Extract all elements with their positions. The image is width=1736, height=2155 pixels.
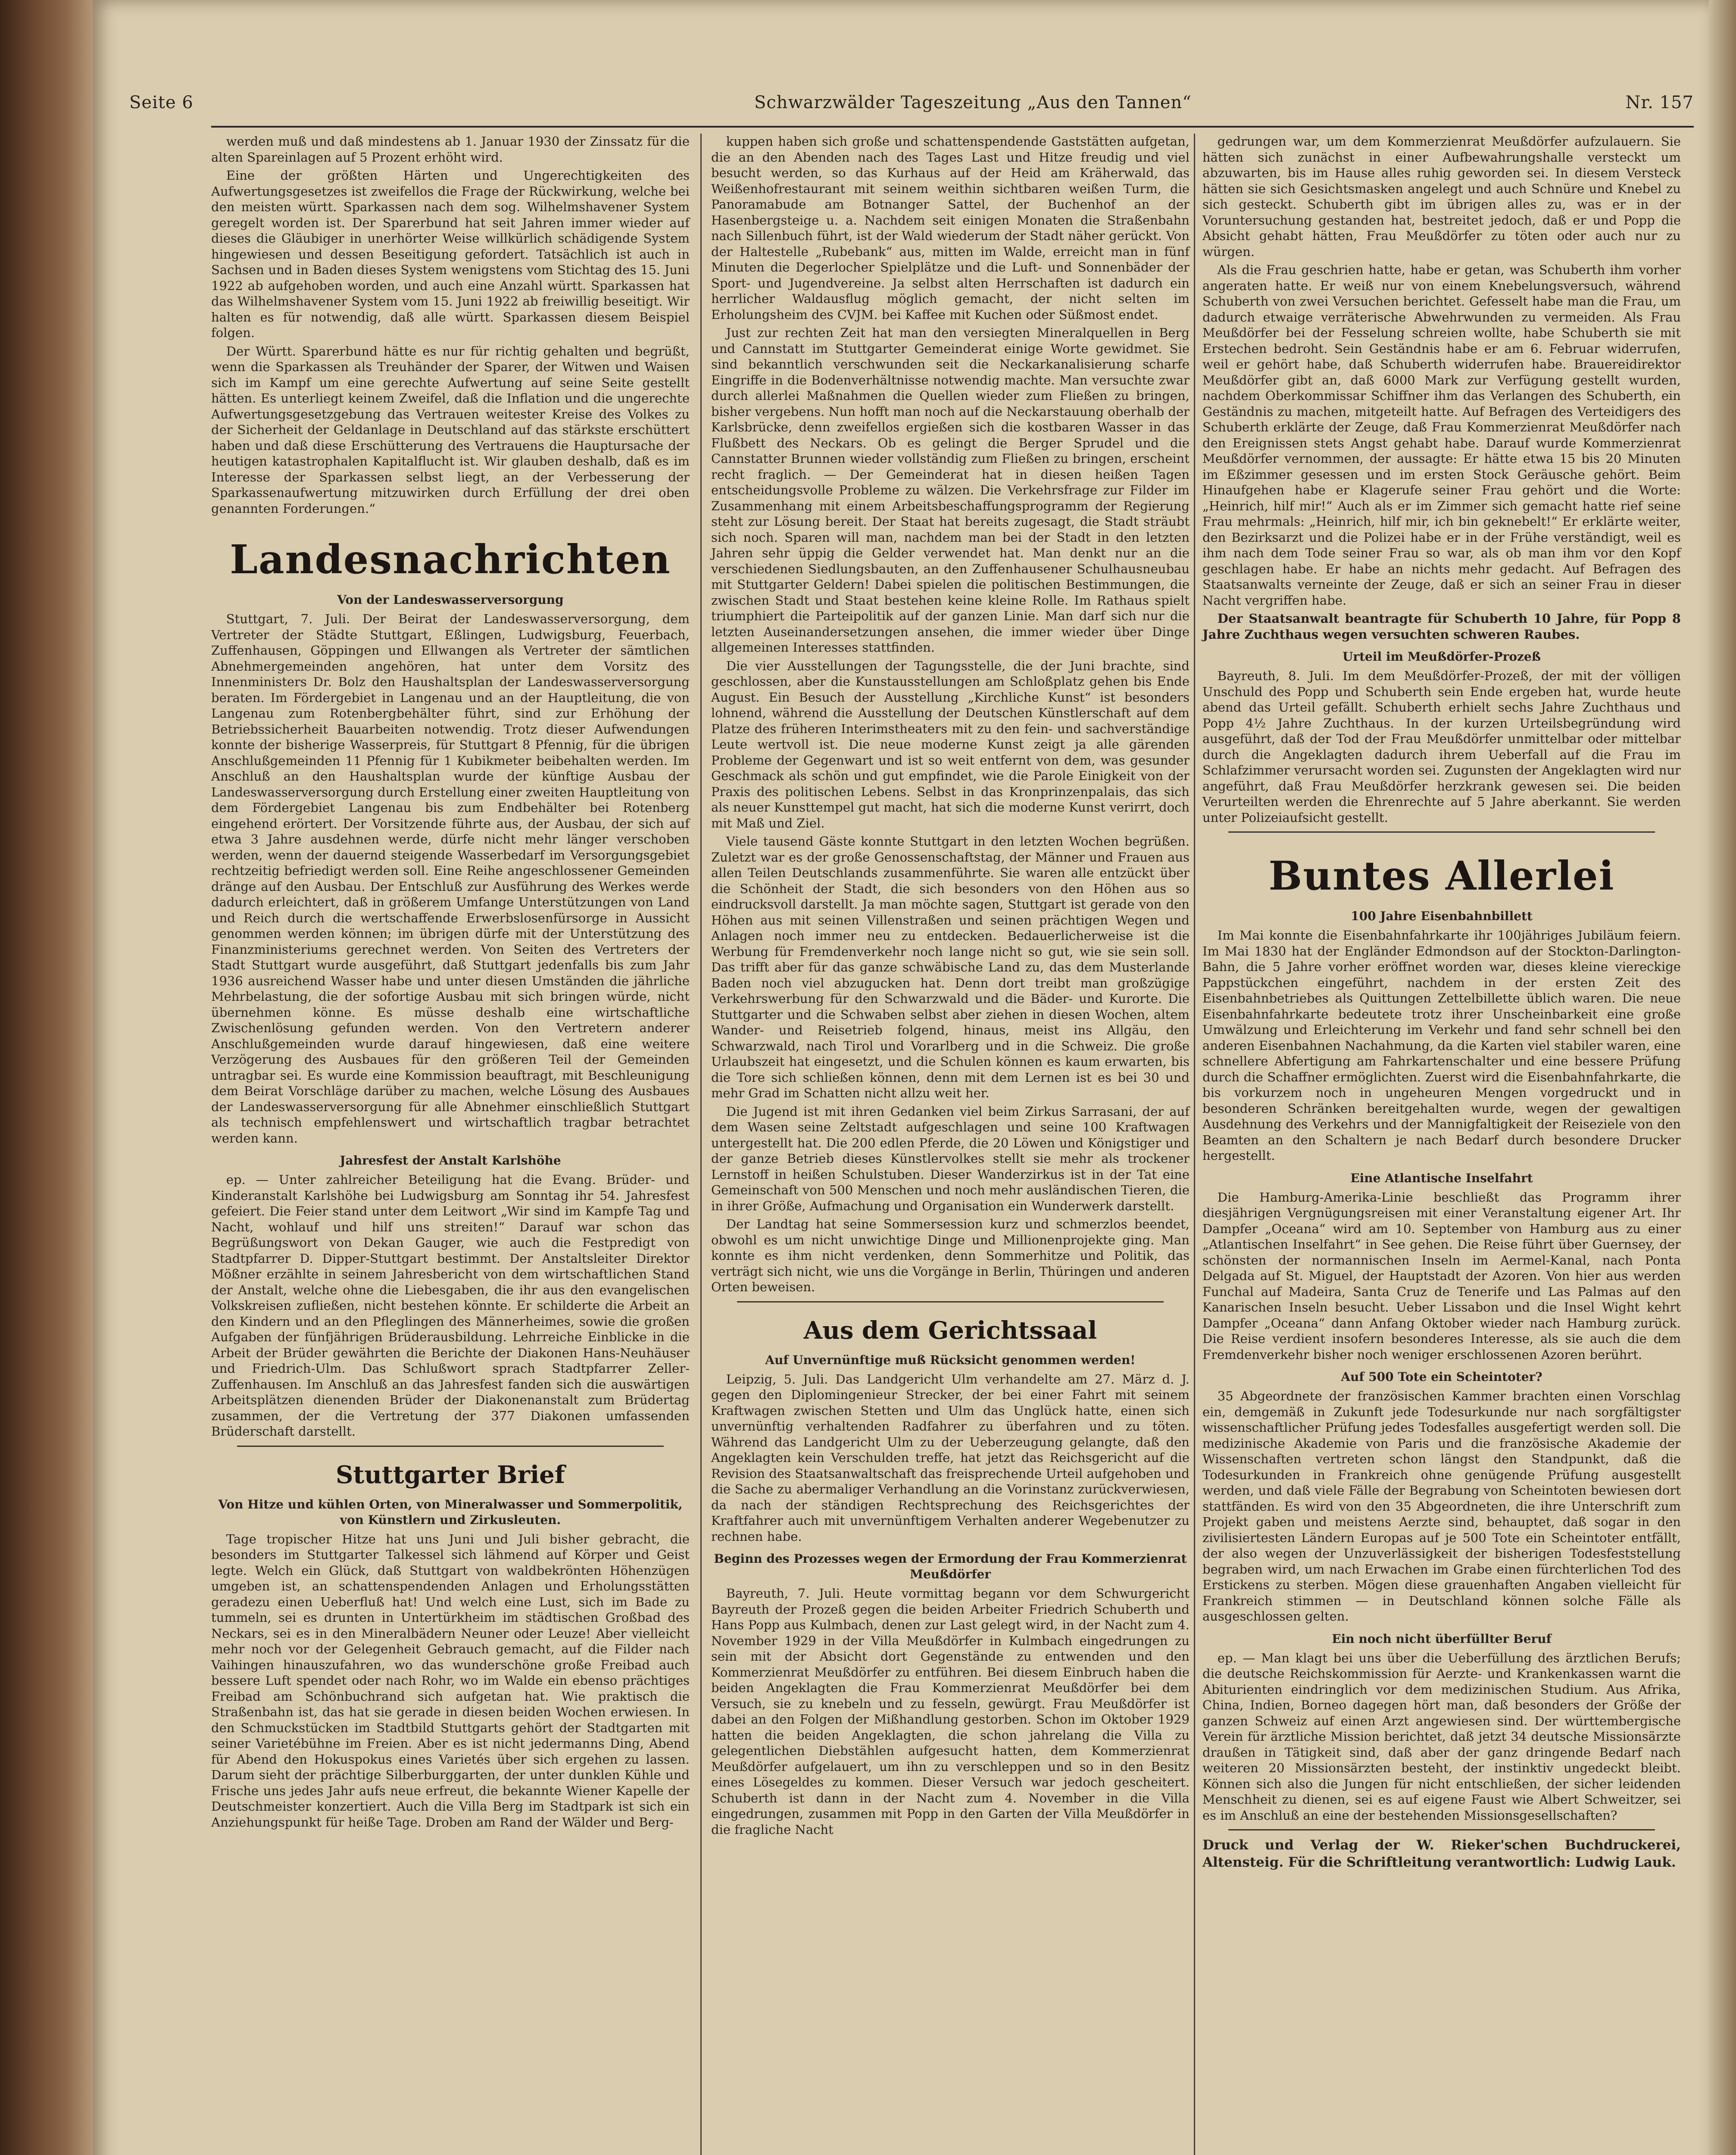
page-number: Seite 6 [129,93,194,112]
paragraph: kuppen haben sich große und schattenspendende Gaststätten aufgetan, die an den Abenden nach des Tages Last und Hitze freudig und viel besucht werden, so das Kurhaus auf der Heid am Kräherwald, das Weißenhofrestaurant mit seinem weithin sichtbaren weißen Turm, die Panoramabude am Botnanger Sattel, der Buchenhof an der Hasenbergsteige u. a. Nachdem seit einigen Monaten die Straßenbahn nach Sillenbuch führt, ist der Wald wiederum der Stadt näher gerückt. Von der Haltestelle „Rubebank“ aus, mitten im Walde, erreicht man in fünf Minuten die Degerlocher Spielplätze und die Luft- und Sonnenbäder der Sport- und Jugendvereine. Ja selbst alten Herrschaften ist dadurch ein herrlicher Waldausflug möglich gemacht, der nicht selten im Erholungsheim des CVJM. bei Kaffee mit Kuchen oder Süßmost endet. [711,134,1190,322]
column-3 [1202,134,1681,1871]
column-2 [711,134,1190,1840]
paragraph: Bayreuth, 8. Juli. Im dem Meußdörfer-Prozeß, der mit der völligen Unschuld des Popp und Schuberth sein Ende ergeben hat, wurde heute abend das Urteil gefällt. Schuberth erhielt sechs Jahre Zuchthaus und Popp 4½ Jahre Zuchthaus. In der kurzen Urteilsbegründung wird ausgeführt, daß der Tod der Frau Meußdörfer unmittelbar oder mittelbar durch die Angeklagten dadurch ihrem Ueberfall auf die Frau im Schlafzimmer verursacht worden sei. Zugunsten der Angeklagten wird nur angeführt, daß Frau Meußdörfer herzkrank gewesen sei. Die beiden Verurteilten werden die Ehrenrechte auf 5 Jahre aberkannt. Sie werden unter Polizeiaufsicht gestellt. [1202,668,1681,825]
column-divider [1194,134,1195,2155]
article-heading: Urteil im Meußdörfer-Prozeß [1342,650,1541,664]
running-head [129,93,1702,119]
paragraph: gedrungen war, um dem Kommerzienrat Meußdörfer aufzulauern. Sie hätten sich zunächst in einer Aufbewahrungshalle versteckt um abzuwarten, bis im Hause alles ruhig geworden sei. In diesem Versteck hätten sie sich Gesichtsmasken angelegt und auch Schnüre und Knebel zu sich gesteckt. Schuberth gibt im übrigen alles zu, was er in der Voruntersuchung gestanden hat, bestreitet jedoch, daß er und Popp die Absicht gehabt hätten, Frau Meußdörfer zu töten oder auch nur zu würgen. [1202,134,1681,259]
paragraph: Die vier Ausstellungen der Tagungsstelle, die der Juni brachte, sind geschlossen, aber die Kunstausstellungen am Schloßplatz gehen bis Ende August. Ein Besuch der Ausstellung „Kirchliche Kunst“ ist besonders lohnend, während die Ausstellung der Deutschen Künstlerschaft auf dem Platze des früheren Interimstheaters mit zu den fein- und sachverständige Leute wertvoll ist. Die neue moderne Kunst zeigt ja alle gärenden Probleme der Gegenwart und ist so weit entfernt von dem, was gesunder Geschmack als schön und gut empfindet, wie die Parole Einigkeit von der Praxis des politischen Lebens. Selbst in das Kronprinzenpalais, das sich als neuer Kunsttempel gut macht, hat sich die moderne Kunst verirrt, doch mit Maß und Ziel. [711,658,1190,831]
paragraph: Eine der größten Härten und Ungerechtigkeiten des Aufwertungsgesetzes ist zweifellos die Frage der Rückwirkung, welche bei den meisten württ. Sparkassen nach dem sog. Wilhelmshavener System geregelt worden ist. Der Sparerbund hat seit Jahren immer wieder auf dieses die Gläubiger in unerhörter Weise willkürlich schädigende System hingewiesen und dessen Beseitigung gefordert. Tatsächlich ist auch in Sachsen und in Baden dieses System wenigstens vom Stichtag des 15. Juni 1922 ab aufgehoben worden, und auch eine Anzahl württ. Sparkassen hat das Wilhelmshavener System vom 15. Juni 1922 ab freiwillig beseitigt. Wir halten es für notwendig, daß alle württ. Sparkassen diesem Beispiel folgen. [211,168,690,340]
paragraph: Der Staatsanwalt beantragte für Schuberth 10 Jahre, für Popp 8 Jahre Zuchthaus wegen versuchten schweren Raubes. [1202,611,1681,642]
paragraph: ep. — Man klagt bei uns über die Ueberfüllung des ärztlichen Berufs; die deutsche Reichskommission für Aerzte- und Krankenkassen warnt die Abiturienten eindringlich vor dem medizinischen Studium. Aus Afrika, China, Indien, Borneo dagegen hört man, daß besonders der Größe der ganzen Schweiz auf einen Arzt angewiesen sind. Der württembergische Verein für ärztliche Mission berichtet, daß jetzt 34 deutsche Missionsärzte draußen in Tätigkeit sind, daß aber der ganz dringende Bedarf nach weiteren 20 Missionsärzten besteht, der instinktiv ungedeckt bleibt. Können sich also die Jungen für nicht entschließen, der sicher leidenden Menschheit zu dienen, sei es auf eigene Faust wie Albert Schweitzer, sei es im Anschluß an eine der bestehenden Missionsgesellschaften? [1202,1650,1681,1823]
section-heading-gerichtssaal: Aus dem Gerichtssaal [803,1316,1097,1345]
column-divider [700,134,702,2155]
divider [737,1301,1164,1302]
article-heading: Jahresfest der Anstalt Karlshöhe [340,1153,561,1168]
paragraph: Just zur rechten Zeit hat man den versiegten Mineralquellen in Berg und Cannstatt im Stuttgarter Gemeinderat einige Worte gewidmet. Sie sind bekanntlich verschwunden seit die Neckarkanalisierung scharfe Eingriffe in die Bodenverhältnisse notwendig machte. Man versuchte zwar durch allerlei Maßnahmen die Quellen wieder zum Fließen zu bringen, bisher vergebens. Nun hofft man noch auf die Neckarstauung oberhalb der Karlsbrücke, denn zweifellos ergießen sich die kostbaren Wasser in das Flußbett des Neckars. Ob es gelingt die Berger Sprudel und die Cannstatter Brunnen wieder vollständig zum Fließen zu bringen, erscheint recht fraglich. — Der Gemeinderat hat in diesen heißen Tagen entscheidungsvolle Probleme zu wälzen. Die Verkehrsfrage zur Filder im Zusammenhang mit einem Arbeitsbeschaffungsprogramm der Regierung steht zur Lösung bereit. Der Staat hat bereits zugesagt, die Stadt sträubt sich noch. Sparen will man, nachdem man bei der Stadt in den letzten Jahren sehr üppig die Gelder verwendet hat. Man denkt nur an die verschiedenen Siedlungsbauten, an den Zuffenhausener Schulhausneubau mit Stuttgarter Geldern! Dabei spielen die politischen Bestimmungen, die zwischen Stadt und Staat bestehen keine kleine Rolle. Im Rathaus spielt triumphiert die Parteipolitik auf der ganzen Linie. Man darf sich nur die letzten Auseinandersetzungen ansehen, die immer wieder über Dinge allgemeinen Interesses stattfinden. [711,325,1190,655]
article-heading: Auf Unvernünftige muß Rücksicht genommen werden! [765,1352,1136,1367]
article-heading: Ein noch nicht überfüllter Beruf [1332,1631,1552,1646]
newspaper-title: Schwarzwälder Tageszeitung „Aus den Tannen“ [754,93,1192,112]
divider [237,1446,664,1447]
paragraph: Die Jugend ist mit ihren Gedanken viel beim Zirkus Sarrasani, der auf dem Wasen seine Zeltstadt aufgeschlagen und seine 100 Kraftwagen untergestellt hat. Die 200 edlen Pferde, die 20 Löwen und Königstiger und der ganze Betrieb dieses Künstlervolkes stellt sie mehr als trockener Lernstoff in heißen Schulstuben. Dieser Wanderzirkus ist in der Tat eine Gemeinschaft von 500 Menschen und noch mehr ausländischen Tieren, die in ihrer Größe, Aufmachung und Organisation ein Wunderwerk darstellt. [711,1104,1190,1213]
paragraph: Tage tropischer Hitze hat uns Juni und Juli bisher gebracht, die besonders im Stuttgarter Talkessel sich lähmend auf Körper und Geist legte. Welch ein Glück, daß Stuttgart von waldbekrönten Höhenzügen umgeben ist, an schattenspendenden Anlagen und Erholungsstätten geradezu einen Ueberfluß hat! Und welch eine Lust, sich im Bade zu tummeln, sei es drunten in Untertürkheim im städtischen Großbad des Neckars, sei es in den Mineralbädern Neuner oder Leuze! Aber vielleicht mehr noch vor der Gelegenheit Gebrauch gemacht, auf die Filder nach Vaihingen hinauszufahren, wo das wunderschöne große Freibad auch bessere Luft spendet oder nach Rohr, wo im Walde ein ebenso prächtiges Freibad am Schönbuchrand sich aufgetan hat. Wie praktisch die Straßenbahn ist, das hat sie gerade in diesen beiden Wochen erwiesen. In den Schmuckstücken im Stadtbild Stuttgarts gehört der Stadtgarten mit seiner Varietébühne im Freien. Aber es ist nicht jedermanns Ding, Abend für Abend den Hokuspokus eines Varietés über sich ergehen zu lassen. Darum sieht der prächtige Silberburggarten, der unter dunklen Kühle und Frische uns jedes Jahr aufs neue erfreut, die bekannte Wiener Kapelle der Deutschmeister konzertiert. Auch die Villa Berg im Stadtpark ist sich ein Anziehungspunkt für heiße Tage. Droben am Rand der Wälder und Berg- [211,1531,690,1830]
paragraph: ep. — Unter zahlreicher Beteiligung hat die Evang. Brüder- und Kinderanstalt Karlshöhe bei Ludwigsburg am Sonntag ihr 54. Jahresfest gefeiert. Die Feier stand unter dem Leitwort „Wir sind im Kampfe Tag und Nacht, wohlauf und hilf uns streiten!“ Darauf war schon das Begrüßungswort von Dekan Gauger, wie auch die Festpredigt von Stadtpfarrer D. Dipper-Stuttgart bestimmt. Der Anstaltsleiter Direktor Mößner erzählte in seinem Jahresbericht von dem wirtschaftlichen Stand der Anstalt, welche ohne die Liebesgaben, die ihr aus den evangelischen Volkskreisen zufließen, nicht bestehen könnte. Er schilderte die Arbeit an den Kindern und an den Pfleglingen des Männerheimes, sowie die großen Aufgaben der fünfjährigen Brüderausbildung. Lehrreiche Einblicke in die Arbeit der Brüder gewährten die Berichte der Diakonen Hans-Neuhäuser und Friedrich-Ulm. Das Schlußwort sprach Stadtpfarrer Zeller-Zuffenhausen. Im Anschluß an das Jahresfest fanden sich die auswärtigen Arbeitsplätzen dienenden Brüder der Diakonenanstalt zum Brüdertag zusammen, der die Vertretung der 377 Diakonen umfassenden Brüderschaft darstellt. [211,1172,690,1439]
article-heading: Eine Atlantische Inselfahrt [1350,1171,1533,1185]
paragraph: Die Hamburg-Amerika-Linie beschließt das Programm ihrer diesjährigen Vergnügungsreisen mit einer Veranstaltung eigener Art. Ihr Dampfer „Oceana“ wird am 10. September von Hamburg aus zu einer „Atlantischen Inselfahrt“ in See gehen. Die Reise führt über Guernsey, der schönsten der normannischen Inseln im Aermel-Kanal, nach Ponta Delgada auf St. Miguel, der Hauptstadt der Azoren. Von hier aus werden Funchal auf Madeira, Santa Cruz de Tenerife und Las Palmas auf den Kanarischen Inseln besucht. Ueber Lissabon und die Insel Wight kehrt Dampfer „Oceana“ dann Anfang Oktober wieder nach Hamburg zurück. Die Reise verdient insofern besonderes Interesse, als sie auch die dem Fremdenverkehr bisher noch weniger erschlossenen Azoren berührt. [1202,1190,1681,1362]
page-edge [1709,0,1736,2155]
imprint: Druck und Verlag der W. Rieker'schen Buchdruckerei, Altensteig. Für die Schriftleitung verantwortlich: Ludwig Lauk. [1202,1837,1681,1870]
paragraph: Als die Frau geschrien hatte, habe er getan, was Schuberth ihm vorher angeraten hatte. Er weiß nur von einem Knebelungsversuch, während Schuberth von zwei Versuchen berichtet. Gefesselt habe man die Frau, um dadurch etwaige verräterische Abwehrwunden zu vermeiden. Als Frau Meußdörfer bei der Fesselung schreien wollte, habe Schuberth sie mit Erstechen bedroht. Sein Geständnis habe er am 6. Februar widerrufen, weil er gehört habe, daß Schuberth widerrufen habe. Brauereidirektor Meußdörfer gibt an, daß 6000 Mark zur Verfügung gestellt wurden, nachdem Oberkommissar Schiffner ihm das Verlangen des Schuberth, ein Geständnis zu machen, mitgeteilt hatte. Auf Befragen des Verteidigers des Schuberth erklärte der Zeuge, daß Frau Kommerzienrat Meußdörfer nach den Ereignissen stets Angst gehabt habe. Darauf wurde Kommerzienrat Meußdörfer vernommen, der aussagte: Er hätte etwa 15 bis 20 Minuten im Eßzimmer gesessen und im ersten Stock Geräusche gehört. Beim Hinaufgehen habe er Klagerufe seiner Frau gehört und die Worte: „Heinrich, hilf mir!“ Auch als er im Zimmer sich gemacht hatte rief seine Frau mehrmals: „Heinrich, hilf mir, ich bin geknebelt!“ Er erklärte weiter, den Bezirksarzt und die Polizei habe er in der Frühe verständigt, weil es ihm nach dem Tode seiner Frau so war, als ob man ihm vor den Kopf geschlagen habe. Er habe an nichts mehr gedacht. Auf Befragen des Staatsanwalts verneinte der Zeuge, daß er sich an seiner Frau in dieser Nacht vergriffen habe. [1202,262,1681,608]
section-banner-buntes-allerlei: Buntes Allerlei [1268,853,1615,899]
section-heading-stuttgarter-brief: Stuttgarter Brief [335,1460,565,1489]
article-subheading: Von Hitze und kühlen Orten, von Mineralwasser und Sommerpolitik, von Künstlern und Zirkusleuten. [218,1497,683,1527]
paragraph: Der Landtag hat seine Sommersession kurz und schmerzlos beendet, obwohl es um nicht unwichtige Dinge und Millionenprojekte ging. Man konnte es ihm nicht verdenken, denn Sommerhitze und Politik, das verträgt sich nicht, wie uns die Vorgänge in Berlin, Thüringen und anderen Orten beweisen. [711,1217,1190,1294]
column-1 [211,134,690,1833]
article-heading: Auf 500 Tote ein Scheintoter? [1341,1370,1542,1384]
paragraph: Leipzig, 5. Juli. Das Landgericht Ulm verhandelte am 27. März d. J. gegen den Diplomingenieur Strecker, der bei einer Fahrt mit seinem Kraftwagen zwischen Stetten und Ulm das Unglück hatte, einen sich unvernünftig verhaltenden Radfahrer zu überfahren und zu töten. Während das Landgericht Ulm zu der Ueberzeugung gelangte, daß den Angeklagten kein Verschulden treffe, hat jetzt das Reichsgericht auf die Revision des Staatsanwaltschaft das freisprechende Urteil aufgehoben und die Sache zu abermaliger Verhandlung an die Vorinstanz zurückverwiesen, da nach der ständigen Rechtsprechung des Reichsgerichtes der Kraftfahrer auch mit unvernünftigem Verhalten anderer Wegebenutzer zu rechnen habe. [711,1371,1190,1544]
paragraph: werden muß und daß mindestens ab 1. Januar 1930 der Zinssatz für die alten Spareinlagen auf 5 Prozent erhöht wird. [211,134,690,165]
paragraph: Der Württ. Sparerbund hätte es nur für richtig gehalten und begrüßt, wenn die Sparkassen als Treuhänder der Sparer, der Witwen und Waisen sich im Kampf um eine gerechte Aufwertung auf seine Seite gestellt hätten. Es unterliegt keinem Zweifel, daß die Inflation und die ungerechte Aufwertungsgesetzgebung das Vertrauen weitester Kreise des Volkes zu der Sicherheit der Geldanlage in Deutschland auf das stärkste erschüttert haben und daß diese Erschütterung des Vertrauens die Hauptursache der heutigen katastrophalen Kapitalflucht ist. Wir glauben deshalb, daß es im Interesse der Sparkassen selbst liegt, an der Verbesserung der Sparkassenaufwertung mitzuwirken durch Erfüllung der drei oben genannten Forderungen.“ [211,344,690,516]
section-banner-landesnachrichten: Landesnachrichten [230,536,671,583]
article-heading: Beginn des Prozesses wegen der Ermordung der Frau Kommerzienrat Meußdörfer [714,1552,1187,1581]
paragraph: 35 Abgeordnete der französischen Kammer brachten einen Vorschlag ein, demgemäß in Zukunft jede Todesurkunde nur nach sorgfältigster wissenschaftlicher Prüfung jedes Todesfalles ausgefertigt werden soll. Die medizinische Akademie von Paris und die französische Akademie der Wissenschaften vertreten schon längst den Standpunkt, daß die Todesurkunden in Frankreich ohne genügende Prüfung ausgestellt werden, und daß viele Fälle der Begrabung von Scheintoten bewiesen dort stattfänden. Es wird von den 35 Abgeordneten, die ihre Unterschrift zum Projekt gaben und meistens Aerzte sind, behauptet, daß sogar in den zivilisiertesten Ländern Europas auf je 500 Tote ein Scheintoter entfällt, der also wegen der Unzuverlässigkeit der bisherigen Todesfeststellung begraben wird, um nach Erwachen im Grabe einen fürchterlichen Tod des Erstickens zu sterben. Mögen diese grauenhaften Angaben vielleicht für Frankreich stimmen — in Deutschland können solche Fälle als ausgeschlossen gelten. [1202,1389,1681,1624]
article-heading: Von der Landeswasserversorgung [337,593,564,607]
paragraph: Viele tausend Gäste konnte Stuttgart in den letzten Wochen begrüßen. Zuletzt war es der große Genossenschaftstag, der Männer und Frauen aus allen Teilen Deutschlands zusammenführte. Sie waren alle entzückt über die Schönheit der Stadt, die sich besonders von den Höhen aus so eindrucksvoll darstellt. Ja man möchte sagen, Stuttgart ist gerade von den Höhen aus mit seinen Villenstraßen und seinen prächtigen Wegen und Anlagen noch immer neu zu entdecken. Bedauerlicherweise ist die Werbung für Fremdenverkehr noch lange nicht so gut, wie sie sein soll. Das trifft aber für das ganze schwäbische Land zu, das dem Musterlande Baden noch viel abzugucken hat. Denn dort treibt man großzügige Verkehrswerbung für den Schwarzwald und die Bäder- und Kurorte. Die Stuttgarter und die Schwaben selbst aber ziehen in diesen Wochen, altem Wander- und Reisetrieb folgend, hinaus, meist ins Allgäu, den Schwarzwald, nach Tirol und Vorarlberg und in die Schweiz. Die große Urlaubszeit hat eingesetzt, und die Schulen können es kaum erwarten, bis die Tore sich schließen können, denn mit dem Lernen ist es bei 30 und mehr Grad im Schatten nicht allzu weit her. [711,834,1190,1100]
divider [1228,831,1655,833]
article-heading: 100 Jahre Eisenbahnbillett [1351,909,1533,923]
book-binding [0,0,93,2155]
header-rule [211,126,1694,128]
paragraph: Stuttgart, 7. Juli. Der Beirat der Landeswasserversorgung, dem Vertreter der Städte Stuttgart, Eßlingen, Ludwigsburg, Feuerbach, Zuffenhausen, Göppingen und Ellwangen als Vertreter der sämtlichen Abnehmergemeinden angehören, hat unter dem Vorsitz des Innenministers Dr. Bolz den Haushaltsplan der Landeswasserversorgung beraten. Im Fördergebiet in Langenau und an der Hauptleitung, die von Langenau zum Rotenbergbehälter führt, sind zur Erhöhung der Betriebssicherheit Bauarbeiten notwendig. Trotz dieser Aufwendungen konnte der bisherige Wasserpreis, für Stuttgart 8 Pfennig, für die übrigen Anschlußgemeinden 11 Pfennig für 1 Kubikmeter beibehalten werden. Im Anschluß an den Haushaltsplan wurde der künftige Ausbau der Landeswasserversorgung durch Erstellung einer zweiten Hauptleitung von dem Fördergebiet Langenau bis zum Endbehälter bei Rotenberg eingehend erörtert. Der Vorsitzende führte aus, der Ausbau, der sich auf etwa 3 Jahre ausdehnen werde, dürfe nicht mehr länger verschoben werden, wenn der dauernd steigende Wasserbedarf im Versorgungsgebiet rechtzeitig befriedigt werden soll. Eine Reihe angeschlossener Gemeinden dränge auf den Ausbau. Der Entschluß zur Ausführung des Werkes werde dadurch erleichtert, daß in größerem Umfange Unterstützungen von Land und Reich durch die wertschaffende Erwerbslosenfürsorge in Aussicht genommen werden können; im übrigen dürfe mit der Unterstützung des Finanzministeriums gerechnet werden. Von Seiten des Vertreters der Stadt Stuttgart wurde ausgeführt, daß Stuttgart jedenfalls bis zum Jahr 1936 ausreichend Wasser habe und unter diesen Umständen die jährliche Mehrbelastung, die der sofortige Ausbau mit sich bringen würde, nicht übernehmen könne. Es müsse deshalb eine wirtschaftliche Zwischenlösung gefunden werden. Von den Vertretern anderer Anschlußgemeinden wurde darauf hingewiesen, daß eine weitere Verzögerung des Ausbaues für den größeren Teil der Gemeinden untragbar sei. Es wurde eine Kommission beauftragt, mit Beschleunigung dem Beirat Vorschläge darüber zu machen, welche Lösung des Ausbaues der Landeswasserversorgung für alle Abnehmer einschließlich Stuttgart als technisch empfehlenswert und wirtschaftlich tragbar betrachtet werden kann. [211,612,690,1146]
issue-number: Nr. 157 [1625,93,1694,112]
divider [1228,1829,1655,1830]
paragraph: Im Mai konnte die Eisenbahnfahrkarte ihr 100jähriges Jubiläum feiern. Im Mai 1830 hat der Engländer Edmondson auf der Stockton-Darlington-Bahn, die 5 Jahre vorher eröffnet worden war, dieses kleine viereckige Pappstückchen eingeführt, nachdem in der ersten Zeit des Eisenbahnbetriebes als Quittungen Zettelbillette üblich waren. Die neue Eisenbahnfahrkarte bedeutete trotz ihrer Unscheinbarkeit eine große Umwälzung und Erleichterung im Verkehr und fand sehr schnell bei den anderen Eisenbahnen Nachahmung, da die Karten viel stabiler waren, eine schnellere Abfertigung am Fahrkartenschalter und eine bessere Prüfung durch die Schaffner ermöglichten. Zuerst wird die Eisenbahnfahrkarte, die bis vorkurzem noch in ungeheuren Mengen vorgedruckt und in besonderen Schränken bereitgehalten wurde, wegen der gewaltigen Ausdehnung des Verkehrs und der Mannigfaltigkeit der Reiseziele von den Beamten an den Schaltern je nach Bedarf durch besondere Drucker hergestellt. [1202,928,1681,1163]
paragraph: Bayreuth, 7. Juli. Heute vormittag begann vor dem Schwurgericht Bayreuth der Prozeß gegen die beiden Arbeiter Friedrich Schuberth und Hans Popp aus Kulmbach, denen zur Last gelegt wird, in der Nacht zum 4. November 1929 in der Villa Meußdörfer in Kulmbach eingedrungen zu sein mit der Absicht dort Gegenstände zu entwenden und den Kommerzienrat Meußdörfer zu entführen. Bei diesem Einbruch haben die beiden Angeklagten die Frau Kommerzienrat Meußdörfer bei dem Versuch, sie zu knebeln und zu fesseln, gewürgt. Frau Meußdörfer ist dabei an den Folgen der Mißhandlung gestorben. Schon im Oktober 1929 hatten die beiden Angeklagten, die schon jahrelang die Villa zu gelegentlichen Diebstählen aufgesucht hatten, dem Kommerzienrat Meußdörfer aufgelauert, um ihn zu verschleppen und so in den Besitz eines Lösegeldes zu kommen. Dieser Versuch war jedoch gescheitert. Schuberth ist dann in der Nacht zum 4. November in die Villa eingedrungen, zusammen mit Popp in den Garten der Villa Meußdörfer in die fragliche Nacht [711,1586,1190,1837]
